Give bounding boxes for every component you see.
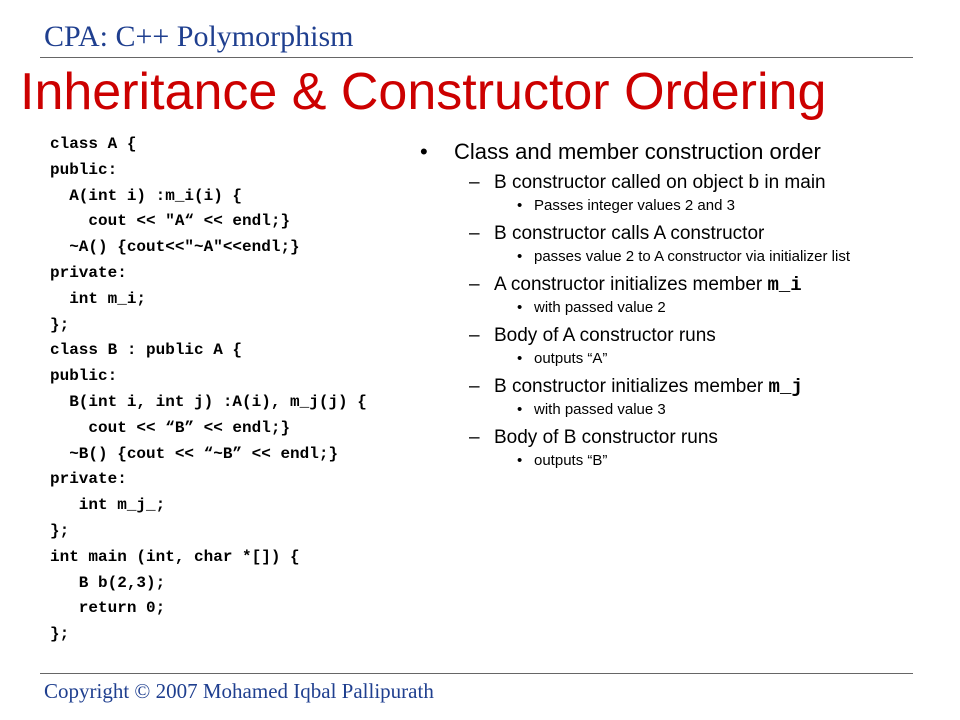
bullet-marker: • (517, 248, 523, 265)
code-line: ~A() {cout<<"~A"<<endl;} (50, 238, 300, 257)
code-line: private: (50, 470, 127, 489)
detail-text: passes value 2 to A constructor via initializer list (534, 248, 850, 265)
bullet-main (420, 137, 940, 167)
subbullet (420, 426, 940, 450)
detail-bullet (420, 249, 940, 265)
dash-marker: – (469, 172, 480, 193)
detail-bullet (420, 300, 940, 316)
detail-text: Passes integer values 2 and 3 (534, 197, 735, 214)
detail-bullet (420, 402, 940, 418)
code-line: public: (50, 367, 118, 386)
bullet-marker: • (517, 350, 523, 367)
dash-marker: – (469, 325, 480, 346)
detail-text: with passed value 3 (534, 401, 666, 418)
bullet-text: Class and member construction order (454, 139, 821, 164)
subbullet-text: Body of A constructor runs (494, 325, 716, 346)
code-line: }; (50, 521, 70, 540)
detail-text: with passed value 2 (534, 299, 666, 316)
code-line: class A { (50, 135, 137, 153)
subbullet (420, 324, 940, 348)
subbullet (420, 222, 940, 246)
detail-text: outputs “B” (534, 452, 608, 469)
header-divider (40, 57, 913, 58)
code-line: int m_i; (50, 289, 147, 308)
detail-text: outputs “A” (534, 350, 608, 367)
bullet-marker: • (517, 401, 523, 418)
subbullet-text: B constructor calls A constructor (494, 223, 765, 244)
dash-marker: – (469, 274, 480, 295)
code-line: ~B() {cout << “~B” << endl;} (50, 444, 339, 463)
code-line: B b(2,3); (50, 573, 166, 592)
detail-bullet (420, 453, 940, 469)
subbullet-text: A constructor initializes member (494, 274, 768, 295)
detail-bullet (420, 351, 940, 367)
code-line: int m_j_; (50, 496, 166, 515)
subbullet-text: Body of B constructor runs (494, 427, 718, 448)
code-line: B(int i, int j) :A(i), m_j(j) { (50, 392, 367, 411)
detail-bullet (420, 198, 940, 214)
slide-title: Inheritance & Constructor Ordering (20, 63, 827, 121)
code-line: public: (50, 160, 118, 179)
code-line: int main (int, char *[]) { (50, 547, 300, 566)
bullet-marker: • (517, 197, 523, 214)
bullet-marker: • (517, 299, 523, 316)
dash-marker: – (469, 223, 480, 244)
code-line: class B : public A { (50, 341, 243, 360)
dash-marker: – (469, 376, 480, 397)
code-line: cout << “B” << endl;} (50, 418, 291, 437)
code-block (50, 132, 367, 648)
subbullet (420, 273, 940, 297)
bullet-marker: • (517, 452, 523, 469)
subbullet (420, 171, 940, 195)
code-line: }; (50, 625, 70, 644)
footer-divider (40, 673, 913, 674)
code-line: cout << "A“ << endl;} (50, 212, 291, 231)
member-name-code: m_i (767, 274, 802, 296)
code-line: private: (50, 263, 127, 282)
code-line: }; (50, 315, 70, 334)
course-header: CPA: C++ Polymorphism (44, 20, 354, 53)
bullet-marker: • (420, 139, 428, 164)
code-line: A(int i) :m_i(i) { (50, 186, 243, 205)
bullet-list (420, 137, 940, 477)
subbullet-text: B constructor called on object b in main (494, 172, 826, 193)
copyright-footer: Copyright © 2007 Mohamed Iqbal Pallipurath (44, 679, 434, 703)
subbullet-text: B constructor initializes member (494, 376, 769, 397)
code-line: return 0; (50, 599, 166, 618)
subbullet (420, 375, 940, 399)
dash-marker: – (469, 427, 480, 448)
member-name-code: m_j (768, 376, 803, 398)
